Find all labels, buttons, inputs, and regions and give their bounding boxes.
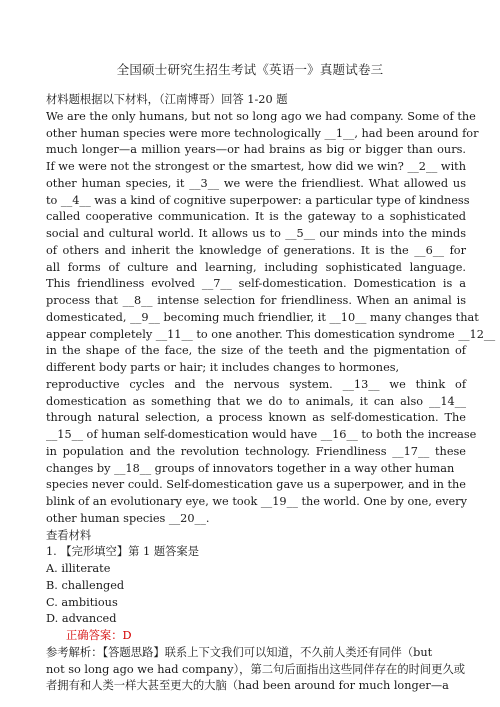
passage-line: in the shape of the face, the size of the teeth and the pigmentation of <box>46 344 466 358</box>
passage-line: domesticated, __9__ becoming much friendlier, it __10__ many changes that <box>46 310 479 324</box>
passage-line: other human species, it __3__ we were the friendliest. What allowed us <box>46 176 466 190</box>
passage-line: blink of an evolutionary eye, we took __19__ the world. One by one, every <box>46 495 467 508</box>
question-stem: 1. 【完形填空】第 1 题答案是 <box>46 545 200 559</box>
passage-line: species never could. Self-domestication gave us a superpower, and in the <box>46 478 466 492</box>
passage-line: We are the only humans, but not so long ago we had company. Some of the <box>46 109 476 123</box>
passage-line: through natural selection, a process known as self-domestication. The <box>46 411 466 425</box>
correct-answer: 正确答案：D <box>66 629 132 642</box>
passage-line: different body parts or hair; it includes changes to hormones, <box>46 361 400 374</box>
view-material-link[interactable]: 查看材料 <box>46 528 92 542</box>
passage-line: __15__ of human self-domestication would have __16__ to both the increase <box>46 428 477 441</box>
passage-line: other human species __20__. <box>46 511 210 525</box>
passage-line: process that __8__ intense selection for friendliness. When an animal is <box>46 294 466 307</box>
explanation-line: not so long ago we had company），第二句后面指出这些同伴存在的时间更久或 <box>46 662 466 676</box>
passage-line: reproductive cycles and the nervous system. __13__ we think of <box>46 377 466 391</box>
passage-line: appear completely __11__ to one another. This domestication syndrome __12__ <box>46 327 496 341</box>
passage-line: of others and inherit the knowledge of generations. It is the __6__ for <box>46 243 466 257</box>
explanation-line: 者拥有和人类一样大甚至更大的大脑（had been around for much longer—a <box>46 679 449 693</box>
passage-line: to __4__ was a kind of cognitive superpower: a particular type of kindness <box>46 193 470 207</box>
passage-body <box>46 92 496 695</box>
passage-line: domestication as something that we do to animals, it can also __14__ <box>46 394 466 408</box>
passage-line: all forms of culture and learning, including sophisticated language. <box>46 260 466 274</box>
passage-line: in population and the revolution technology. Friendliness __17__ these <box>46 444 466 458</box>
passage-line: social and cultural world. It allows us to __5__ our minds into the minds <box>46 227 466 240</box>
option-a: A. illiterate <box>46 562 111 575</box>
passage-line: called cooperative communication. It is the gateway to a sophisticated <box>46 210 466 224</box>
passage-line: This friendliness evolved __7__ self-domestication. Domestication is a <box>46 277 466 291</box>
passage-line: If we were not the strongest or the smartest, how did we win? __2__ with <box>46 160 466 173</box>
passage-line: other human species were more technologically __1__, had been around for <box>46 126 479 140</box>
option-d: D. advanced <box>46 612 117 626</box>
exam-title: 全国硕士研究生招生考试《英语一》真题试卷三 <box>116 62 384 77</box>
passage-line: much longer—a million years—or had brains as big or bigger than ours. <box>46 143 466 157</box>
explanation-line: 参考解析：【答题思路】联系上下文我们可以知道，不久前人类还有同伴（but <box>46 645 433 659</box>
material-intro: 材料题根据以下材料，（江南博哥）回答 1-20 题 <box>46 93 288 106</box>
option-c: C. ambitious <box>46 595 118 609</box>
option-b: B. challenged <box>46 578 125 592</box>
passage-line: changes by __18__ groups of innovators together in a way other human <box>46 461 455 475</box>
